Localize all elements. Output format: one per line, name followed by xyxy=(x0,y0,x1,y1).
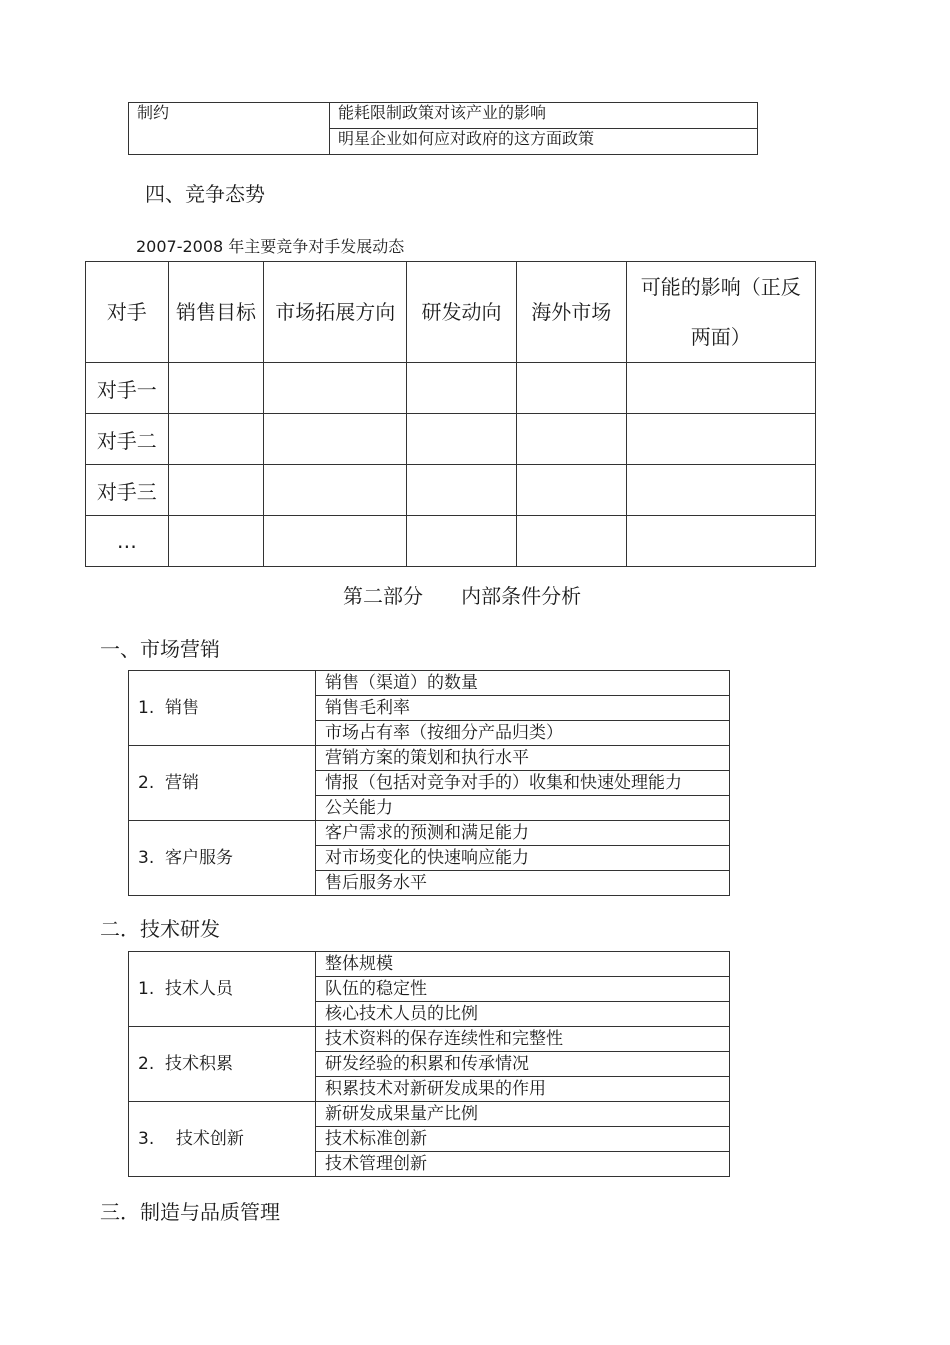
part-two-title: 第二部分 内部条件分析 xyxy=(343,584,582,608)
list-item: 核心技术人员的比例 xyxy=(316,1002,730,1027)
list-item: 市场占有率（按细分产品归类） xyxy=(316,721,730,746)
rnd-title: 二．技术研发 xyxy=(100,917,220,941)
group-label: 3. 客户服务 xyxy=(129,821,316,896)
list-item: 队伍的稳定性 xyxy=(316,977,730,1002)
list-item: 客户需求的预测和满足能力 xyxy=(316,821,730,846)
list-item: 公关能力 xyxy=(316,796,730,821)
competitor-caption: 2007-2008 年主要竞争对手发展动态 xyxy=(136,237,405,256)
list-item: 销售（渠道）的数量 xyxy=(316,671,730,696)
competitor-name: 对手三 xyxy=(86,465,169,516)
group-label: 2. 营销 xyxy=(129,746,316,821)
list-item: 研发经验的积累和传承情况 xyxy=(316,1052,730,1077)
column-header: 销售目标 xyxy=(168,262,264,363)
marketing-table xyxy=(128,670,730,896)
table-row xyxy=(86,414,816,465)
group-label: 1. 销售 xyxy=(129,671,316,746)
column-header: 研发动向 xyxy=(407,262,517,363)
competitor-name: … xyxy=(86,516,169,567)
constraint-table xyxy=(128,102,758,155)
list-item: 营销方案的策划和执行水平 xyxy=(316,746,730,771)
constraint-label: 制约 xyxy=(129,103,330,155)
list-item: 销售毛利率 xyxy=(316,696,730,721)
constraint-item: 能耗限制政策对该产业的影响 xyxy=(330,103,758,129)
column-header: 市场拓展方向 xyxy=(264,262,407,363)
table-row xyxy=(86,363,816,414)
rnd-table xyxy=(128,951,730,1177)
marketing-title: 一、市场营销 xyxy=(100,637,220,661)
list-item: 新研发成果量产比例 xyxy=(316,1102,730,1127)
competitor-name: 对手一 xyxy=(86,363,169,414)
table-row xyxy=(86,465,816,516)
list-item: 情报（包括对竞争对手的）收集和快速处理能力 xyxy=(316,771,730,796)
column-header: 对手 xyxy=(86,262,169,363)
list-item: 积累技术对新研发成果的作用 xyxy=(316,1077,730,1102)
section-three-title: 三．制造与品质管理 xyxy=(100,1200,280,1224)
table-header-row xyxy=(86,262,816,363)
section-four-title: 四、竞争态势 xyxy=(145,182,265,206)
group-label: 3. 技术创新 xyxy=(129,1102,316,1177)
list-item: 技术标准创新 xyxy=(316,1127,730,1152)
competitor-table xyxy=(85,261,816,567)
list-item: 技术管理创新 xyxy=(316,1152,730,1177)
list-item: 售后服务水平 xyxy=(316,871,730,896)
list-item: 技术资料的保存连续性和完整性 xyxy=(316,1027,730,1052)
constraint-item: 明星企业如何应对政府的这方面政策 xyxy=(330,129,758,155)
group-label: 2. 技术积累 xyxy=(129,1027,316,1102)
competitor-name: 对手二 xyxy=(86,414,169,465)
column-header: 海外市场 xyxy=(516,262,626,363)
table-row xyxy=(86,516,816,567)
group-label: 1. 技术人员 xyxy=(129,952,316,1027)
column-header: 可能的影响（正反两面） xyxy=(626,262,815,363)
list-item: 整体规模 xyxy=(316,952,730,977)
list-item: 对市场变化的快速响应能力 xyxy=(316,846,730,871)
